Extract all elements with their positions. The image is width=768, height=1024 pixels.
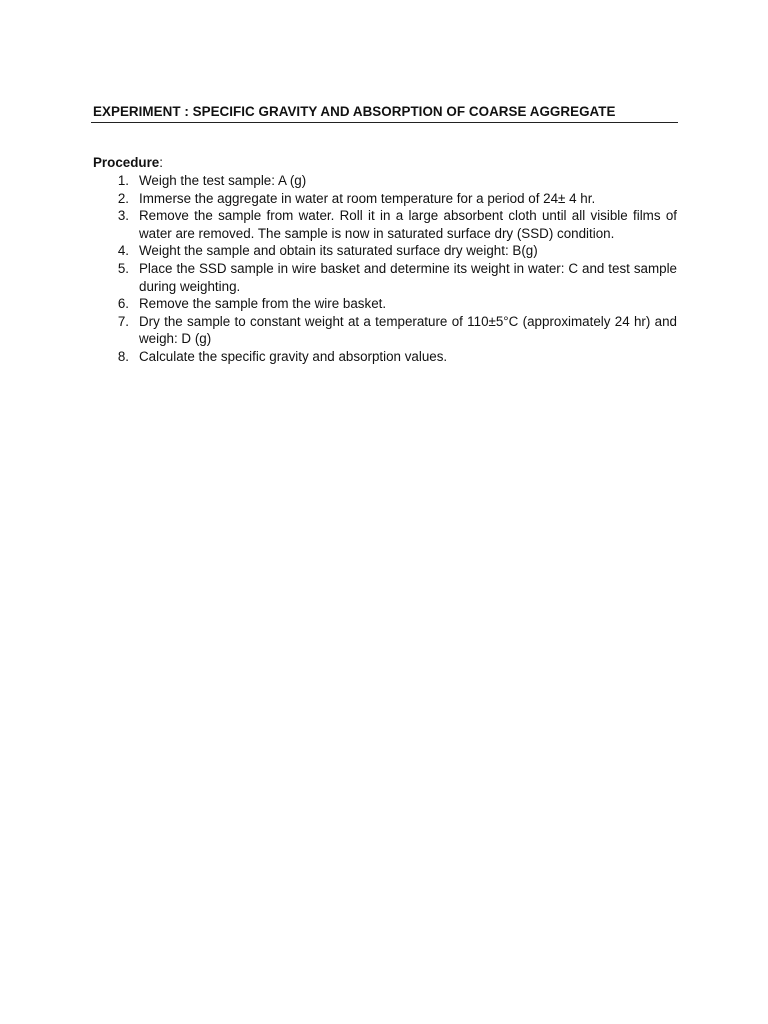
step-text: Calculate the specific gravity and absorption values. xyxy=(139,348,448,364)
step-number: 8. xyxy=(117,348,129,364)
step-text: Weight the sample and obtain its saturated surface dry weight: B(g) xyxy=(139,243,538,259)
procedure-steps xyxy=(93,172,677,366)
procedure-step xyxy=(93,260,677,295)
step-number: 4. xyxy=(117,243,129,259)
step-text: Remove the sample from water. Roll it in a large absorbent cloth until all visible films of water are removed. The sample is now in saturated surface dry (SSD) condition. xyxy=(139,208,677,241)
procedure-step xyxy=(93,172,677,190)
step-text: Weigh the test sample: A (g) xyxy=(139,173,307,188)
procedure-step xyxy=(93,295,677,313)
title-underline xyxy=(91,122,678,123)
procedure-section xyxy=(93,154,677,366)
step-text: Immerse the aggregate in water at room temperature for a period of 24± 4 hr. xyxy=(139,190,596,206)
step-text: Place the SSD sample in wire basket and determine its weight in water: C and test sample during weighting. xyxy=(139,260,677,294)
step-number: 3. xyxy=(117,208,129,224)
procedure-step xyxy=(93,313,677,348)
step-number: 6. xyxy=(117,296,129,312)
procedure-label: Procedure xyxy=(93,155,160,170)
procedure-heading xyxy=(93,154,677,172)
step-number: 5. xyxy=(117,260,129,276)
procedure-step xyxy=(93,207,677,242)
procedure-step xyxy=(93,190,677,208)
procedure-step xyxy=(93,348,677,366)
step-text: Remove the sample from the wire basket. xyxy=(139,296,387,312)
step-number: 7. xyxy=(117,313,129,329)
step-text: Dry the sample to constant weight at a temperature of 110±5°C (approximately 24 hr) and weigh: D (g) xyxy=(139,313,677,347)
step-number: 1. xyxy=(117,173,129,188)
step-number: 2. xyxy=(117,190,129,206)
document-title: EXPERIMENT : SPECIFIC GRAVITY AND ABSORPTION OF COARSE AGGREGATE xyxy=(93,104,616,119)
procedure-step xyxy=(93,242,677,260)
procedure-colon: : xyxy=(159,155,163,170)
